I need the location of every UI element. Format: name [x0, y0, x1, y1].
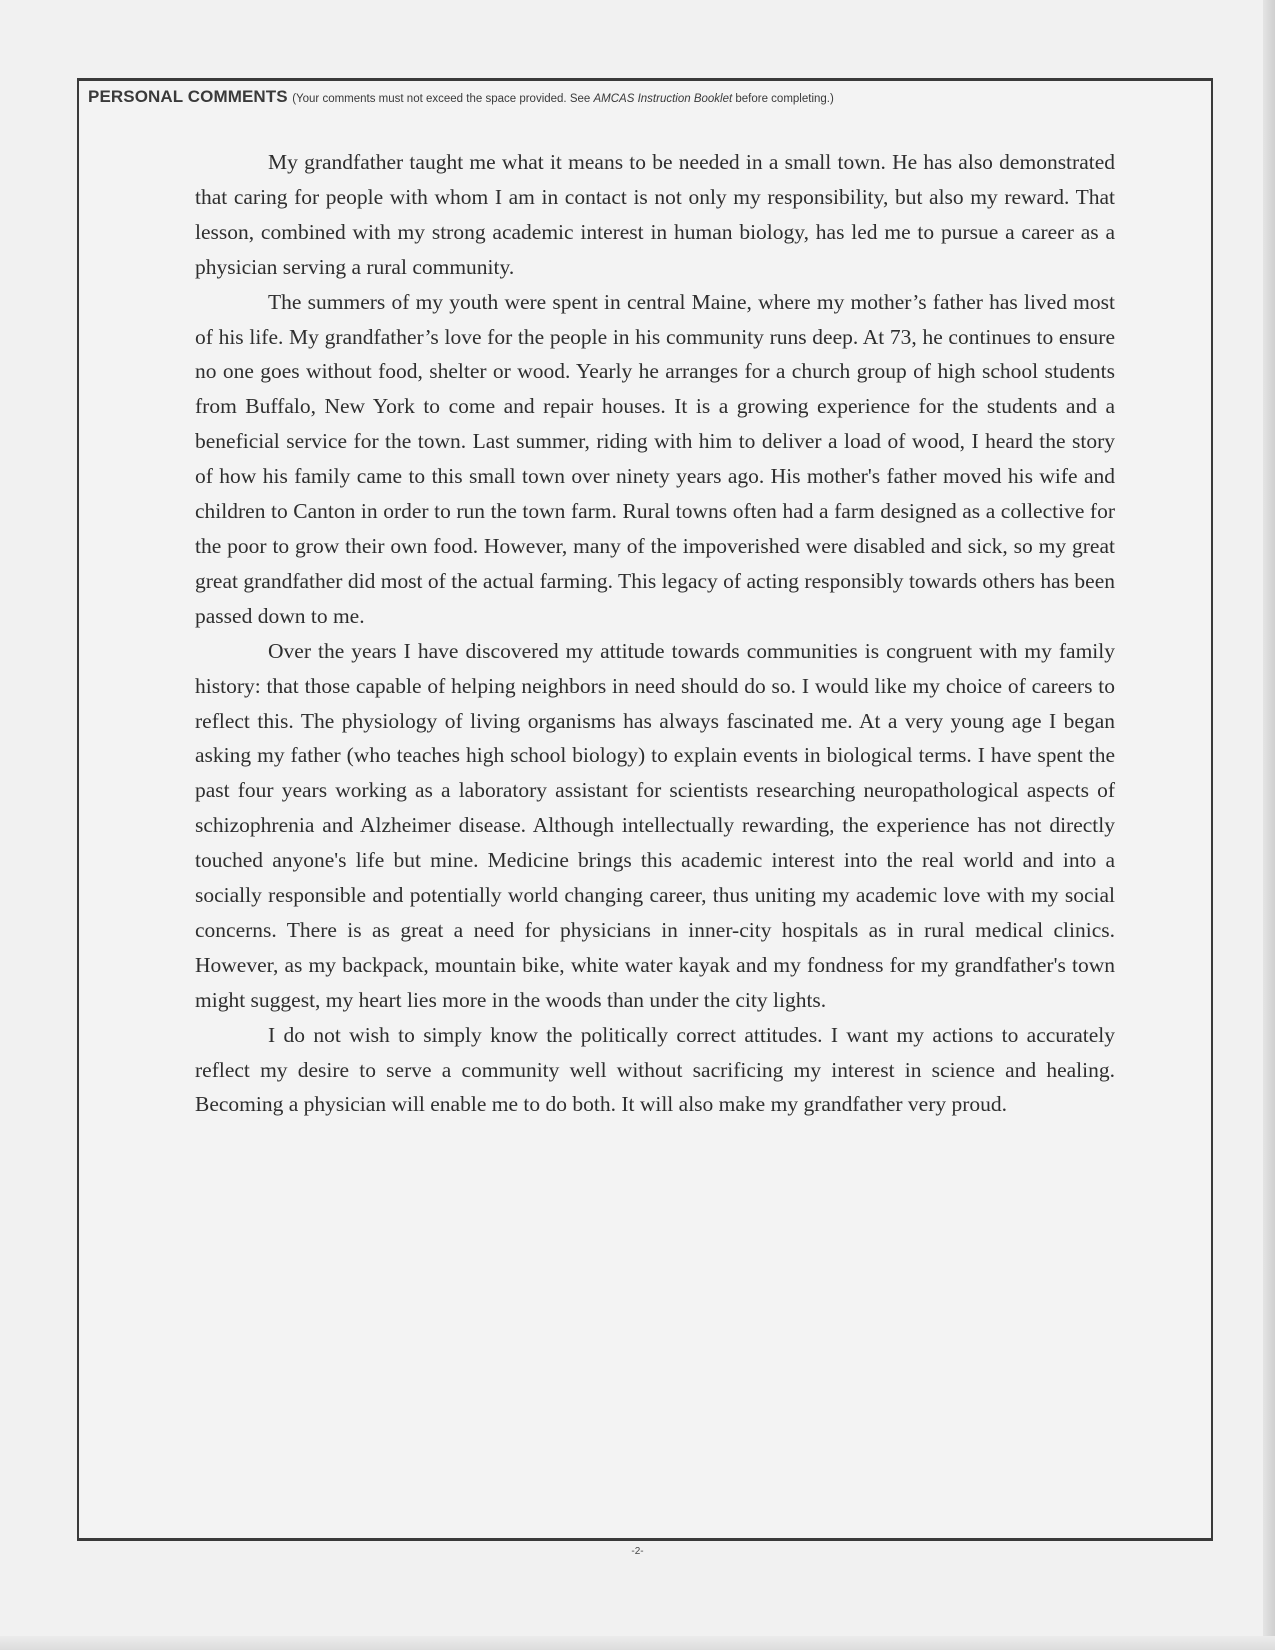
essay-body — [195, 145, 1115, 1122]
essay-paragraph: Over the years I have discovered my attitude towards communities is congruent with my family history: that those capable of helping neighbors in need should do so. I would like my choice of careers to reflect this. The physiology of living organisms has always fascinated me. At a very young age I began asking my father (who teaches high school biology) to explain events in biological terms. I have spent the past four years working as a laboratory assistant for scientists researching neuropathological aspects of schizophrenia and Alzheimer disease. Although intellectually rewarding, the experience has not directly touched anyone's life but mine. Medicine brings this academic interest into the real world and into a socially responsible and potentially world changing career, thus uniting my academic love with my social concerns. There is as great a need for physicians in inner-city hospitals as in rural medical clinics. However, as my backpack, mountain bike, white water kayak and my fondness for my grandfather's town might suggest, my heart lies more in the woods than under the city lights. — [195, 638, 1115, 1012]
section-title: PERSONAL COMMENTS — [88, 87, 288, 106]
personal-comments-box — [77, 78, 1213, 1541]
section-instructions — [292, 93, 834, 105]
personal-comments-header — [88, 87, 834, 107]
essay-paragraph: The summers of my youth were spent in central Maine, where my mother’s father has lived most of his life. My grandfather’s love for the people in his community runs deep. At 73, he continues to ensure no one goes without food, shelter or wood. Yearly he arranges for a church group of high school students from Buffalo, New York to come and repair houses. It is a growing experience for the students and a beneficial service for the town. Last summer, riding with him to deliver a load of wood, I heard the story of how his family came to this small town over ninety years ago. His mother's father moved his wife and children to Canton in order to run the town farm. Rural towns often had a farm designed as a collective for the poor to grow their own food. However, many of the impoverished were disabled and sick, so my great great grandfather did most of the actual farming. This legacy of acting responsibly towards others has been passed down to me. — [195, 289, 1115, 628]
page-edge-shadow — [1263, 0, 1275, 1650]
instructions-suffix: before completing.) — [732, 93, 834, 105]
page-number: -2- — [631, 1546, 644, 1557]
instructions-prefix: (Your comments must not exceed the space provided. See — [292, 93, 594, 105]
essay-paragraph: I do not wish to simply know the politically correct attitudes. I want my actions to accurately reflect my desire to serve a community well without sacrificing my interest in science and healing. Becoming a physician will enable me to do both. It will also make my grandfather very proud. — [195, 1022, 1115, 1117]
instructions-booklet-title: AMCAS Instruction Booklet — [593, 93, 733, 105]
essay-paragraph: My grandfather taught me what it means to be needed in a small town. He has also demonstrated that caring for people with whom I am in contact is not only my responsibility, but also my reward. That lesson, combined with my strong academic interest in human biology, has led me to pursue a career as a physician serving a rural community. — [195, 150, 1115, 279]
page-bottom-shadow — [0, 1636, 1275, 1650]
